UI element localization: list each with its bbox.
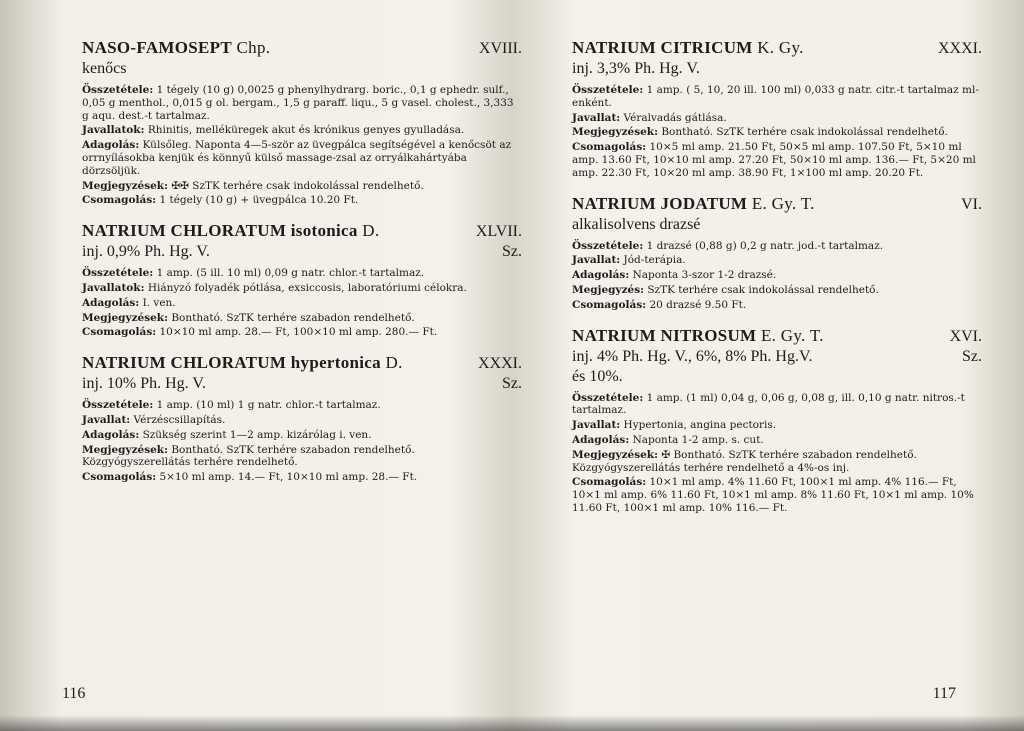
entry-field (572, 254, 982, 267)
prescription-mark: Sz. (502, 375, 522, 393)
entry-heading (572, 194, 982, 214)
drug-name: NATRIUM CHLORATUM isotonica (82, 221, 358, 241)
field-label: Adagolás: (82, 428, 140, 441)
entry-field (82, 444, 522, 470)
field-label: Összetétele: (82, 84, 154, 96)
field-label: Megjegyzések: (82, 311, 168, 324)
field-text: Hiányzó folyadék pótlása, exsiccosis, laboratóriumi célokra. (147, 281, 467, 294)
drug-form: inj. 3,3% Ph. Hg. V. (572, 60, 700, 77)
category-mark: XLVII. (475, 223, 522, 241)
field-text: 1 tégely (10 g) 0,0025 g phenylhydrarg. boric., 0,1 g ephedr. sulf., 0,05 g menthol., 0,015 g ol. bergam., 1,5 g paraff. liqu., 5 g vasel. cholest., 3,333 g aqu. dest.-t tartalmaz. (82, 84, 514, 122)
drug-title (82, 353, 403, 373)
drug-form-extra: és 10%. (572, 367, 623, 385)
entry-field (82, 194, 522, 207)
entry-heading (82, 221, 522, 241)
drug-form-line (82, 375, 522, 393)
field-label: Javallat: (572, 111, 621, 124)
entry-field (82, 312, 522, 325)
field-text: Külsőleg. Naponta 4—5-ször az üvegpálca segítségével a kenőcsöt az orrnyílásokba kenjük és könnyű külső massage-zsal az orryálkahártyába dörzsöljük. (82, 139, 512, 177)
field-text: Jód-terápia. (623, 254, 686, 267)
drug-entry (82, 353, 522, 484)
entry-heading (572, 38, 982, 58)
drug-form-line (572, 60, 982, 78)
field-label: Csomagolás: (572, 476, 647, 489)
entry-field (572, 299, 982, 312)
field-text: 20 drazsé 9.50 Ft. (649, 298, 747, 311)
drug-form: kenőcs (82, 60, 127, 77)
field-text: ✠✠ SzTK terhére csak indokolással rendelhető. (171, 179, 424, 192)
field-label: Csomagolás: (82, 194, 157, 207)
entry-field (82, 414, 522, 427)
entry-field (572, 434, 982, 447)
category-mark: XXXI. (478, 355, 522, 373)
prescription-mark: Sz. (962, 347, 982, 365)
field-label: Adagolás: (572, 433, 630, 446)
entry-heading (82, 38, 522, 58)
entry-heading (82, 353, 522, 373)
field-text: 1 tégely (10 g) + üvegpálca 10.20 Ft. (159, 194, 359, 207)
prescription-mark: Sz. (502, 243, 522, 261)
field-label: Megjegyzések: (572, 448, 658, 461)
field-text: SzTK terhére csak indokolással rendelhető. (647, 283, 879, 296)
field-label: Összetétele: (572, 239, 644, 252)
entry-field (572, 240, 982, 253)
drug-manufacturer: D. (362, 221, 380, 241)
drug-name: NATRIUM NITROSUM (572, 325, 757, 345)
field-text: Bontható. SzTK terhére szabadon rendelhető. (171, 311, 415, 324)
entry-field (82, 84, 522, 122)
drug-form: alkalisolvens drazsé (572, 215, 701, 233)
field-label: Összetétele: (82, 267, 154, 280)
field-label: Csomagolás: (82, 326, 157, 339)
entry-field (82, 471, 522, 484)
entry-field (82, 124, 522, 137)
entry-field (572, 284, 982, 297)
entry-field (82, 399, 522, 412)
drug-entry (572, 326, 982, 515)
drug-title (82, 221, 379, 241)
entry-field (572, 392, 982, 418)
drug-entry (572, 194, 982, 312)
entry-field (572, 449, 982, 475)
drug-entry (82, 221, 522, 339)
field-text: 1 drazsé (0,88 g) 0,2 g natr. jod.-t tartalmaz. (646, 239, 884, 252)
field-text: 5×10 ml amp. 14.— Ft, 10×10 ml amp. 28.— Ft. (159, 471, 418, 484)
field-text: Naponta 1-2 amp. s. cut. (632, 433, 764, 446)
entry-field (572, 112, 982, 125)
field-text: 10×1 ml amp. 4% 11.60 Ft, 100×1 ml amp. 4% 116.— Ft, 10×1 ml amp. 6% 11.60 Ft, 10×1 ml amp. 8% 11.60 Ft, 10×1 ml amp. 10% 11.60 Ft, 100×1 ml amp. 10% 116.— Ft. (572, 476, 974, 514)
drug-form: inj. 0,9% Ph. Hg. V. (82, 243, 210, 261)
field-label: Összetétele: (572, 391, 644, 404)
entry-field (82, 297, 522, 310)
field-label: Adagolás: (572, 269, 630, 282)
left-page (82, 38, 522, 498)
category-mark: VI. (961, 195, 982, 213)
field-text: 10×5 ml amp. 21.50 Ft, 50×5 ml amp. 107.50 Ft, 5×10 ml amp. 13.60 Ft, 10×10 ml amp. 27.20 Ft, 50×10 ml amp. 136.— Ft, 5×20 ml amp. 22.30 Ft, 10×20 ml amp. 38.90 Ft, 1×100 ml amp. 20.20 Ft. (572, 141, 976, 179)
category-mark: XVIII. (478, 40, 522, 57)
entry-field (82, 139, 522, 177)
field-text: Vérzéscsillapítás. (133, 413, 226, 426)
field-label: Javallat: (572, 419, 621, 432)
field-text: Hypertonia, angina pectoris. (623, 419, 777, 432)
field-text: 1 amp. (1 ml) 0,04 g, 0,06 g, 0,08 g, ill. 0,10 g natr. nitros.-t tartalmaz. (572, 391, 965, 417)
field-label: Összetétele: (572, 84, 644, 96)
category-mark: XVI. (949, 327, 982, 345)
field-label: Megjegyzések: (82, 179, 168, 192)
entry-field (572, 476, 982, 514)
drug-title (572, 194, 815, 214)
field-text: Naponta 3-szor 1-2 drazsé. (632, 269, 777, 282)
drug-manufacturer: K. Gy. (757, 38, 804, 57)
field-text: Véralvadás gátlása. (623, 111, 727, 124)
field-label: Összetétele: (82, 399, 154, 412)
field-text: I. ven. (142, 296, 176, 309)
drug-name: NASO-FAMOSEPT (82, 38, 232, 57)
drug-title (572, 326, 824, 346)
drug-form: inj. 4% Ph. Hg. V., 6%, 8% Ph. Hg.V. (572, 347, 813, 365)
field-label: Megjegyzések: (572, 126, 658, 139)
field-label: Javallatok: (82, 281, 145, 294)
field-text: Bontható. SzTK terhére szabadon rendelhető. Közgyógyszerellátás terhére rendelhető. (82, 443, 415, 469)
page-number-left: 116 (62, 685, 86, 702)
drug-name: NATRIUM CHLORATUM hypertonica (82, 353, 381, 373)
drug-form-line (572, 216, 982, 234)
field-text: Rhinitis, melléküregek akut és krónikus genyes gyulladása. (147, 124, 465, 137)
entry-field (82, 267, 522, 280)
drug-entry (82, 38, 522, 207)
drug-name: NATRIUM CITRICUM (572, 38, 753, 57)
drug-form-line (82, 60, 522, 78)
drug-manufacturer: Chp. (236, 38, 271, 57)
drug-form: inj. 10% Ph. Hg. V. (82, 375, 206, 393)
field-label: Megjegyzés: (572, 283, 644, 296)
entry-field (82, 429, 522, 442)
entry-field (572, 419, 982, 432)
drug-form-line (572, 348, 982, 366)
entry-field (572, 141, 982, 179)
field-text: Szükség szerint 1—2 amp. kizárólag i. ven. (142, 428, 372, 441)
entry-field (572, 126, 982, 139)
field-text: 1 amp. (10 ml) 1 g natr. chlor.-t tartalmaz. (156, 399, 381, 412)
entry-heading (572, 326, 982, 346)
entry-field (572, 269, 982, 282)
field-label: Javallat: (82, 413, 131, 426)
right-page (572, 38, 982, 529)
page-number-right: 117 (932, 685, 956, 702)
field-text: Bontható. SzTK terhére csak indokolással rendelhető. (661, 126, 948, 139)
drug-manufacturer: E. Gy. T. (751, 193, 815, 213)
drug-manufacturer: D. (385, 353, 403, 373)
drug-name: NATRIUM JODATUM (572, 193, 748, 213)
field-label: Javallat: (572, 254, 621, 267)
field-label: Adagolás: (82, 296, 140, 309)
drug-manufacturer: E. Gy. T. (760, 325, 824, 345)
field-text: 1 amp. (5 ill. 10 ml) 0,09 g natr. chlor.-t tartalmaz. (156, 267, 425, 280)
drug-title (572, 38, 804, 58)
drug-entry (572, 38, 982, 180)
field-text: 10×10 ml amp. 28.— Ft, 100×10 ml amp. 280.— Ft. (159, 326, 438, 339)
drug-form-line (82, 243, 522, 261)
entry-field (82, 282, 522, 295)
field-label: Csomagolás: (572, 141, 647, 154)
page-bottom-shadow (0, 715, 1024, 731)
field-label: Adagolás: (82, 139, 140, 152)
field-label: Csomagolás: (572, 298, 647, 311)
entry-field (82, 180, 522, 193)
drug-title (82, 38, 270, 58)
field-label: Megjegyzések: (82, 443, 168, 456)
field-label: Javallatok: (82, 124, 145, 137)
entry-field (572, 84, 982, 110)
field-text: ✠ Bontható. SzTK terhére szabadon rendelhető. Közgyógyszerellátás terhére rendelhető a 4%-os inj. (572, 448, 917, 474)
entry-field (82, 326, 522, 339)
field-text: 1 amp. ( 5, 10, 20 ill. 100 ml) 0,033 g natr. citr.-t tartalmaz ml-enként. (572, 84, 979, 109)
category-mark: XXXI. (938, 40, 982, 57)
field-label: Csomagolás: (82, 471, 157, 484)
